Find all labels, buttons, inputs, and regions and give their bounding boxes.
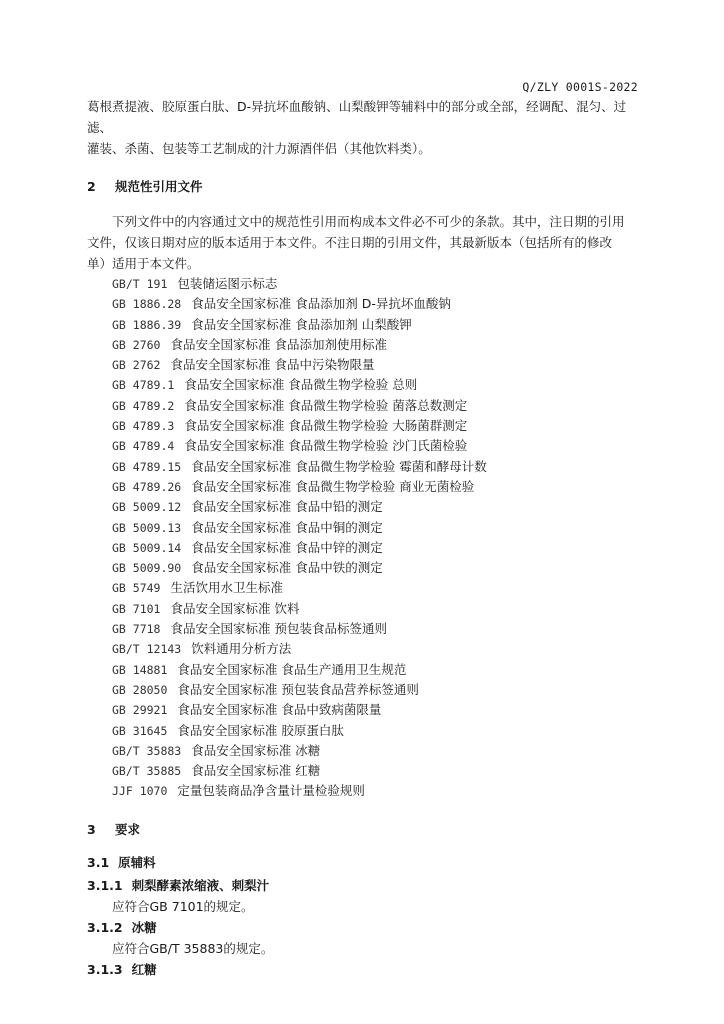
- reference-item: [87, 396, 643, 416]
- item-number: 3.1.2: [87, 919, 123, 935]
- reference-code: GB 5009.13: [112, 520, 182, 535]
- reference-item: [87, 335, 643, 355]
- reference-code: GB 2762: [112, 358, 161, 373]
- reference-title: 食品安全国家标准 红糖: [191, 763, 321, 779]
- document-number: Q/ZLY 0001S-2022: [522, 80, 638, 94]
- reference-item: [87, 457, 643, 477]
- item-3-1-2-body: 应符合GB/T 35883的规定。: [112, 940, 274, 956]
- reference-title: 食品安全国家标准 食品中致病菌限量: [177, 702, 382, 718]
- subsection-number: 3.1: [87, 854, 110, 870]
- reference-code: GB/T 35883: [112, 743, 182, 758]
- reference-title: 食品安全国家标准 食品中锌的测定: [191, 539, 383, 555]
- reference-code: GB 28050: [112, 682, 168, 697]
- reference-title: 食品安全国家标准 食品微生物学检验 大肠菌群测定: [184, 418, 468, 434]
- reference-item: [87, 660, 643, 680]
- reference-title: 食品安全国家标准 食品中铁的测定: [191, 560, 383, 576]
- reference-item: [87, 578, 643, 598]
- section-3-heading: [87, 819, 643, 840]
- reference-code: GB 4789.2: [112, 398, 175, 413]
- reference-item: [87, 497, 643, 517]
- item-title: 冰糖: [131, 919, 157, 935]
- reference-title: 食品安全国家标准 预包装食品标签通则: [170, 621, 387, 637]
- reference-item: [87, 315, 643, 335]
- reference-item: [87, 355, 643, 375]
- item-title: 红糖: [131, 961, 157, 977]
- reference-list: [87, 274, 643, 802]
- reference-code: GB 4789.26: [112, 479, 182, 494]
- subsection-title: 原辅料: [118, 854, 156, 870]
- reference-item: [87, 558, 643, 578]
- reference-title: 食品安全国家标准 食品微生物学检验 商业无菌检验: [191, 478, 475, 494]
- reference-item: [87, 761, 643, 781]
- reference-code: GB 7101: [112, 601, 161, 616]
- reference-title: 食品安全国家标准 食品添加剂 D-异抗坏血酸钠: [191, 296, 451, 312]
- item-3-1-3-heading: [87, 959, 643, 980]
- reference-item: [87, 680, 643, 700]
- section-title: 要求: [115, 821, 141, 837]
- reference-title: 生活饮用水卫生标准: [170, 580, 283, 596]
- reference-item: [87, 436, 643, 456]
- reference-title: 定量包装商品净含量计量检验规则: [177, 783, 365, 799]
- intro-line: 灌装、杀菌、包装等工艺制成的汁力源酒伴侣（其他饮料类）。: [87, 141, 431, 156]
- subsection-3-1-heading: [87, 852, 643, 873]
- reference-code: GB 2760: [112, 337, 161, 352]
- reference-title: 食品安全国家标准 胶原蛋白肽: [177, 722, 344, 738]
- reference-code: GB 14881: [112, 662, 168, 677]
- reference-code: GB 4789.4: [112, 439, 175, 454]
- reference-title: 包装储运图示标志: [177, 276, 278, 291]
- reference-item: [87, 639, 643, 659]
- reference-code: GB 5009.12: [112, 500, 182, 515]
- reference-code: GB 5749: [112, 581, 161, 596]
- reference-code: GB/T 35885: [112, 764, 182, 779]
- section-title: 规范性引用文件: [115, 179, 203, 194]
- document-body: [87, 96, 643, 980]
- reference-title: 饮料通用分析方法: [191, 641, 292, 657]
- section-number: 2: [87, 179, 96, 194]
- reference-title: 食品安全国家标准 食品微生物学检验 沙门氏菌检验: [184, 438, 468, 454]
- section-2-heading: [87, 176, 643, 197]
- reference-code: GB/T 191: [112, 277, 168, 291]
- reference-code: GB 29921: [112, 703, 168, 718]
- reference-item: [87, 274, 643, 294]
- reference-code: GB 4789.1: [112, 378, 175, 393]
- reference-title: 食品安全国家标准 饮料: [170, 600, 300, 616]
- reference-item: [87, 294, 643, 314]
- reference-title: 食品安全国家标准 食品中污染物限量: [170, 357, 375, 373]
- reference-title: 食品安全国家标准 食品微生物学检验 菌落总数测定: [184, 397, 468, 413]
- reference-code: JJF 1070: [112, 784, 168, 799]
- reference-item: [87, 700, 643, 720]
- reference-item: [87, 781, 643, 801]
- reference-item: [87, 741, 643, 761]
- intro-line: 葛根煮提液、胶原蛋白肽、D-异抗坏血酸钠、山梨酸钾等辅料中的部分或全部，经调配、混匀、过滤、: [87, 99, 627, 135]
- reference-code: GB/T 12143: [112, 642, 182, 657]
- section-2-paragraph-line: 单）适用于本文件。: [87, 256, 200, 271]
- reference-title: 食品安全国家标准 食品微生物学检验 总则: [184, 377, 418, 393]
- reference-title: 食品安全国家标准 冰糖: [191, 742, 321, 758]
- reference-item: [87, 619, 643, 639]
- item-3-1-2-heading: [87, 917, 643, 938]
- reference-item: [87, 375, 643, 395]
- item-title: 刺梨酵素浓缩液、刺梨汁: [131, 877, 270, 893]
- reference-item: [87, 416, 643, 436]
- reference-item: [87, 518, 643, 538]
- item-number: 3.1.1: [87, 877, 123, 893]
- item-number: 3.1.3: [87, 961, 123, 977]
- reference-item: [87, 538, 643, 558]
- reference-code: GB 31645: [112, 723, 168, 738]
- reference-title: 食品安全国家标准 食品生产通用卫生规范: [177, 661, 407, 677]
- reference-title: 食品安全国家标准 食品添加剂 山梨酸钾: [191, 316, 412, 332]
- section-2-paragraph-line: 下列文件中的内容通过文中的规范性引用而构成本文件必不可少的条款。其中，注日期的引用: [112, 214, 625, 229]
- reference-code: GB 1886.39: [112, 317, 182, 332]
- reference-code: GB 4789.15: [112, 459, 182, 474]
- section-2-paragraph-line: 文件，仅该日期对应的版本适用于本文件。不注日期的引用文件，其最新版本（包括所有的修改: [87, 235, 613, 250]
- reference-code: GB 5009.90: [112, 561, 182, 576]
- reference-code: GB 1886.28: [112, 297, 182, 312]
- reference-item: [87, 599, 643, 619]
- reference-title: 食品安全国家标准 食品微生物学检验 霉菌和酵母计数: [191, 458, 487, 474]
- reference-code: GB 5009.14: [112, 540, 182, 555]
- reference-title: 食品安全国家标准 食品添加剂使用标准: [170, 336, 387, 352]
- item-3-1-1-heading: [87, 875, 643, 896]
- reference-title: 食品安全国家标准 食品中铜的测定: [191, 519, 383, 535]
- reference-code: GB 4789.3: [112, 419, 175, 434]
- reference-item: [87, 721, 643, 741]
- reference-title: 食品安全国家标准 预包装食品营养标签通则: [177, 681, 419, 697]
- reference-code: GB 7718: [112, 622, 161, 637]
- item-3-1-1-body: 应符合GB 7101的规定。: [112, 898, 254, 914]
- reference-title: 食品安全国家标准 食品中铅的测定: [191, 499, 383, 515]
- reference-item: [87, 477, 643, 497]
- section-number: 3: [87, 821, 96, 837]
